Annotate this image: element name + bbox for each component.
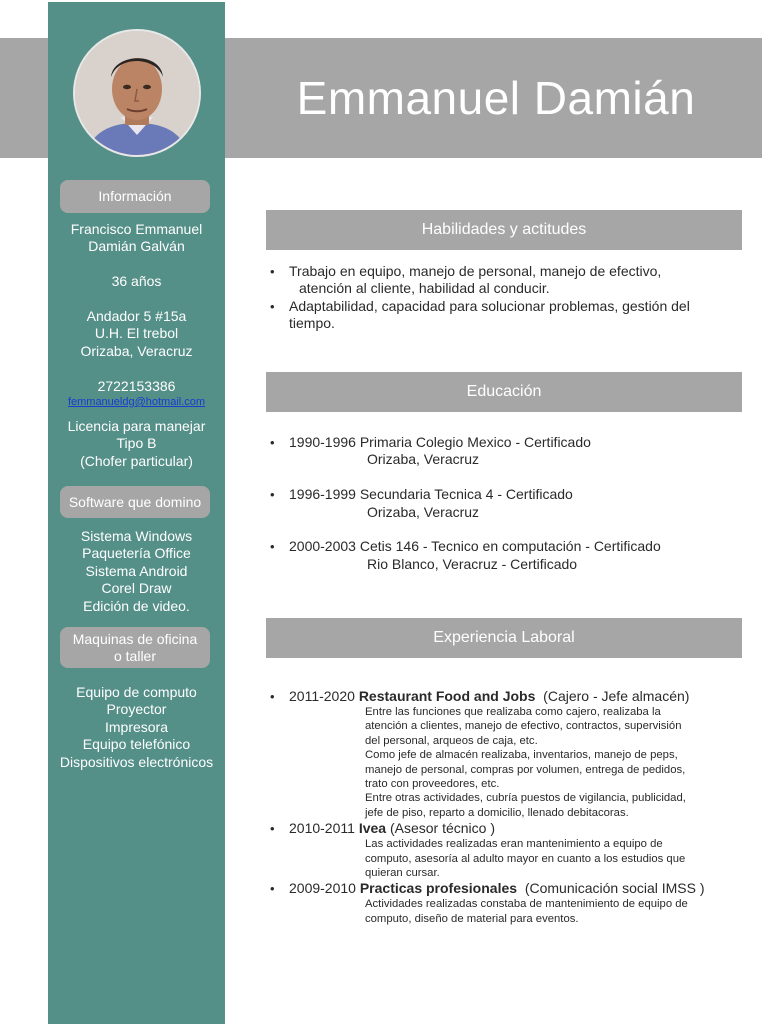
license-line-3: (Chofer particular) [80, 452, 193, 469]
full-name-line-1: Francisco Emmanuel [70, 221, 203, 237]
sidebar [48, 2, 225, 1024]
page-title: Emmanuel Damián [296, 72, 696, 124]
list-item: Sistema Android [85, 562, 188, 579]
software-heading: Software que domino [60, 486, 210, 518]
age: 36 años [111, 273, 162, 290]
list-item: Corel Draw [101, 580, 172, 597]
list-item: Equipo de computo [76, 684, 197, 700]
full-name-line-2: Damián Galván [88, 238, 185, 255]
list-item: Paquetería Office [82, 545, 191, 562]
list-item: Sistema Windows [80, 528, 193, 544]
list-item: • Trabajo en equipo, manejo de personal, manejo de efectivo, atención al cliente, habilidad al conducir. [270, 263, 740, 298]
list-item: Dispositivos electrónicos [59, 753, 214, 770]
experience-list [270, 688, 740, 926]
list-item: • 2010-2011 Ivea (Asesor técnico ) Las actividades realizadas eran mantenimiento a equipo de computo, asesoría al adulto mayor en cuanto a los estudios que quieran cursar. [270, 820, 740, 880]
list-item: • 1996-1999 Secundaria Tecnica 4 - Certificado Orizaba, Veracruz [270, 486, 740, 521]
machines-list [48, 684, 225, 771]
education-list [270, 434, 740, 591]
list-item: Proyector [106, 701, 167, 718]
experience-heading: Experiencia Laboral [266, 618, 742, 658]
personal-info [48, 221, 225, 470]
list-item: • 2009-2010 Practicas profesionales (Comunicación social IMSS ) Actividades realizadas constaba de mantenimiento de equipo de computo, diseño de material para eventos. [270, 880, 740, 926]
avatar-photo-icon [75, 31, 199, 155]
list-item: • Adaptabilidad, capacidad para solucionar problemas, gestión del tiempo. [270, 298, 740, 333]
skills-heading: Habilidades y actitudes [266, 210, 742, 250]
address-line-3: Orizaba, Veracruz [80, 342, 193, 359]
avatar [73, 29, 201, 157]
list-item: Equipo telefónico [82, 736, 191, 753]
list-item: • 1990-1996 Primaria Colegio Mexico - Certificado Orizaba, Veracruz [270, 434, 740, 469]
license-line-1: Licencia para manejar [67, 418, 206, 435]
list-item: Edición de video. [83, 597, 190, 614]
license-line-2: Tipo B [116, 435, 157, 452]
list-item: • 2000-2003 Cetis 146 - Tecnico en computación - Certificado Rio Blanco, Veracruz - Certificado [270, 538, 740, 573]
skills-list [270, 263, 740, 333]
address-line-1: Andador 5 #15a [86, 308, 187, 324]
machines-heading: Maquinas de oficina o taller [60, 627, 210, 668]
education-heading: Educación [266, 372, 742, 412]
phone: 2722153386 [97, 377, 176, 394]
list-item: Impresora [104, 718, 169, 735]
email-link[interactable]: femmanueldg@hotmail.com [67, 396, 206, 409]
software-list [48, 528, 225, 615]
list-item: • 2011-2020 Restaurant Food and Jobs (Cajero - Jefe almacén) Entre las funciones que realizaba como cajero, realizaba la atención a clientes, manejo de efectivo, contractos, supervisión del personal, arqueos de caja, etc. Como jefe de almacén realizaba, inventarios, manejo de peps, manejo de personal, compras por volumen, entrega de pedidos, trato con proveedores, etc. Entre otras actividades, cubría puestos de vigilancia, publicidad, jefe de piso, reparto a domicilio, llenado debitacoras. [270, 688, 740, 820]
info-heading: Información [60, 180, 210, 213]
address-line-2: U.H. El trebol [94, 325, 179, 342]
